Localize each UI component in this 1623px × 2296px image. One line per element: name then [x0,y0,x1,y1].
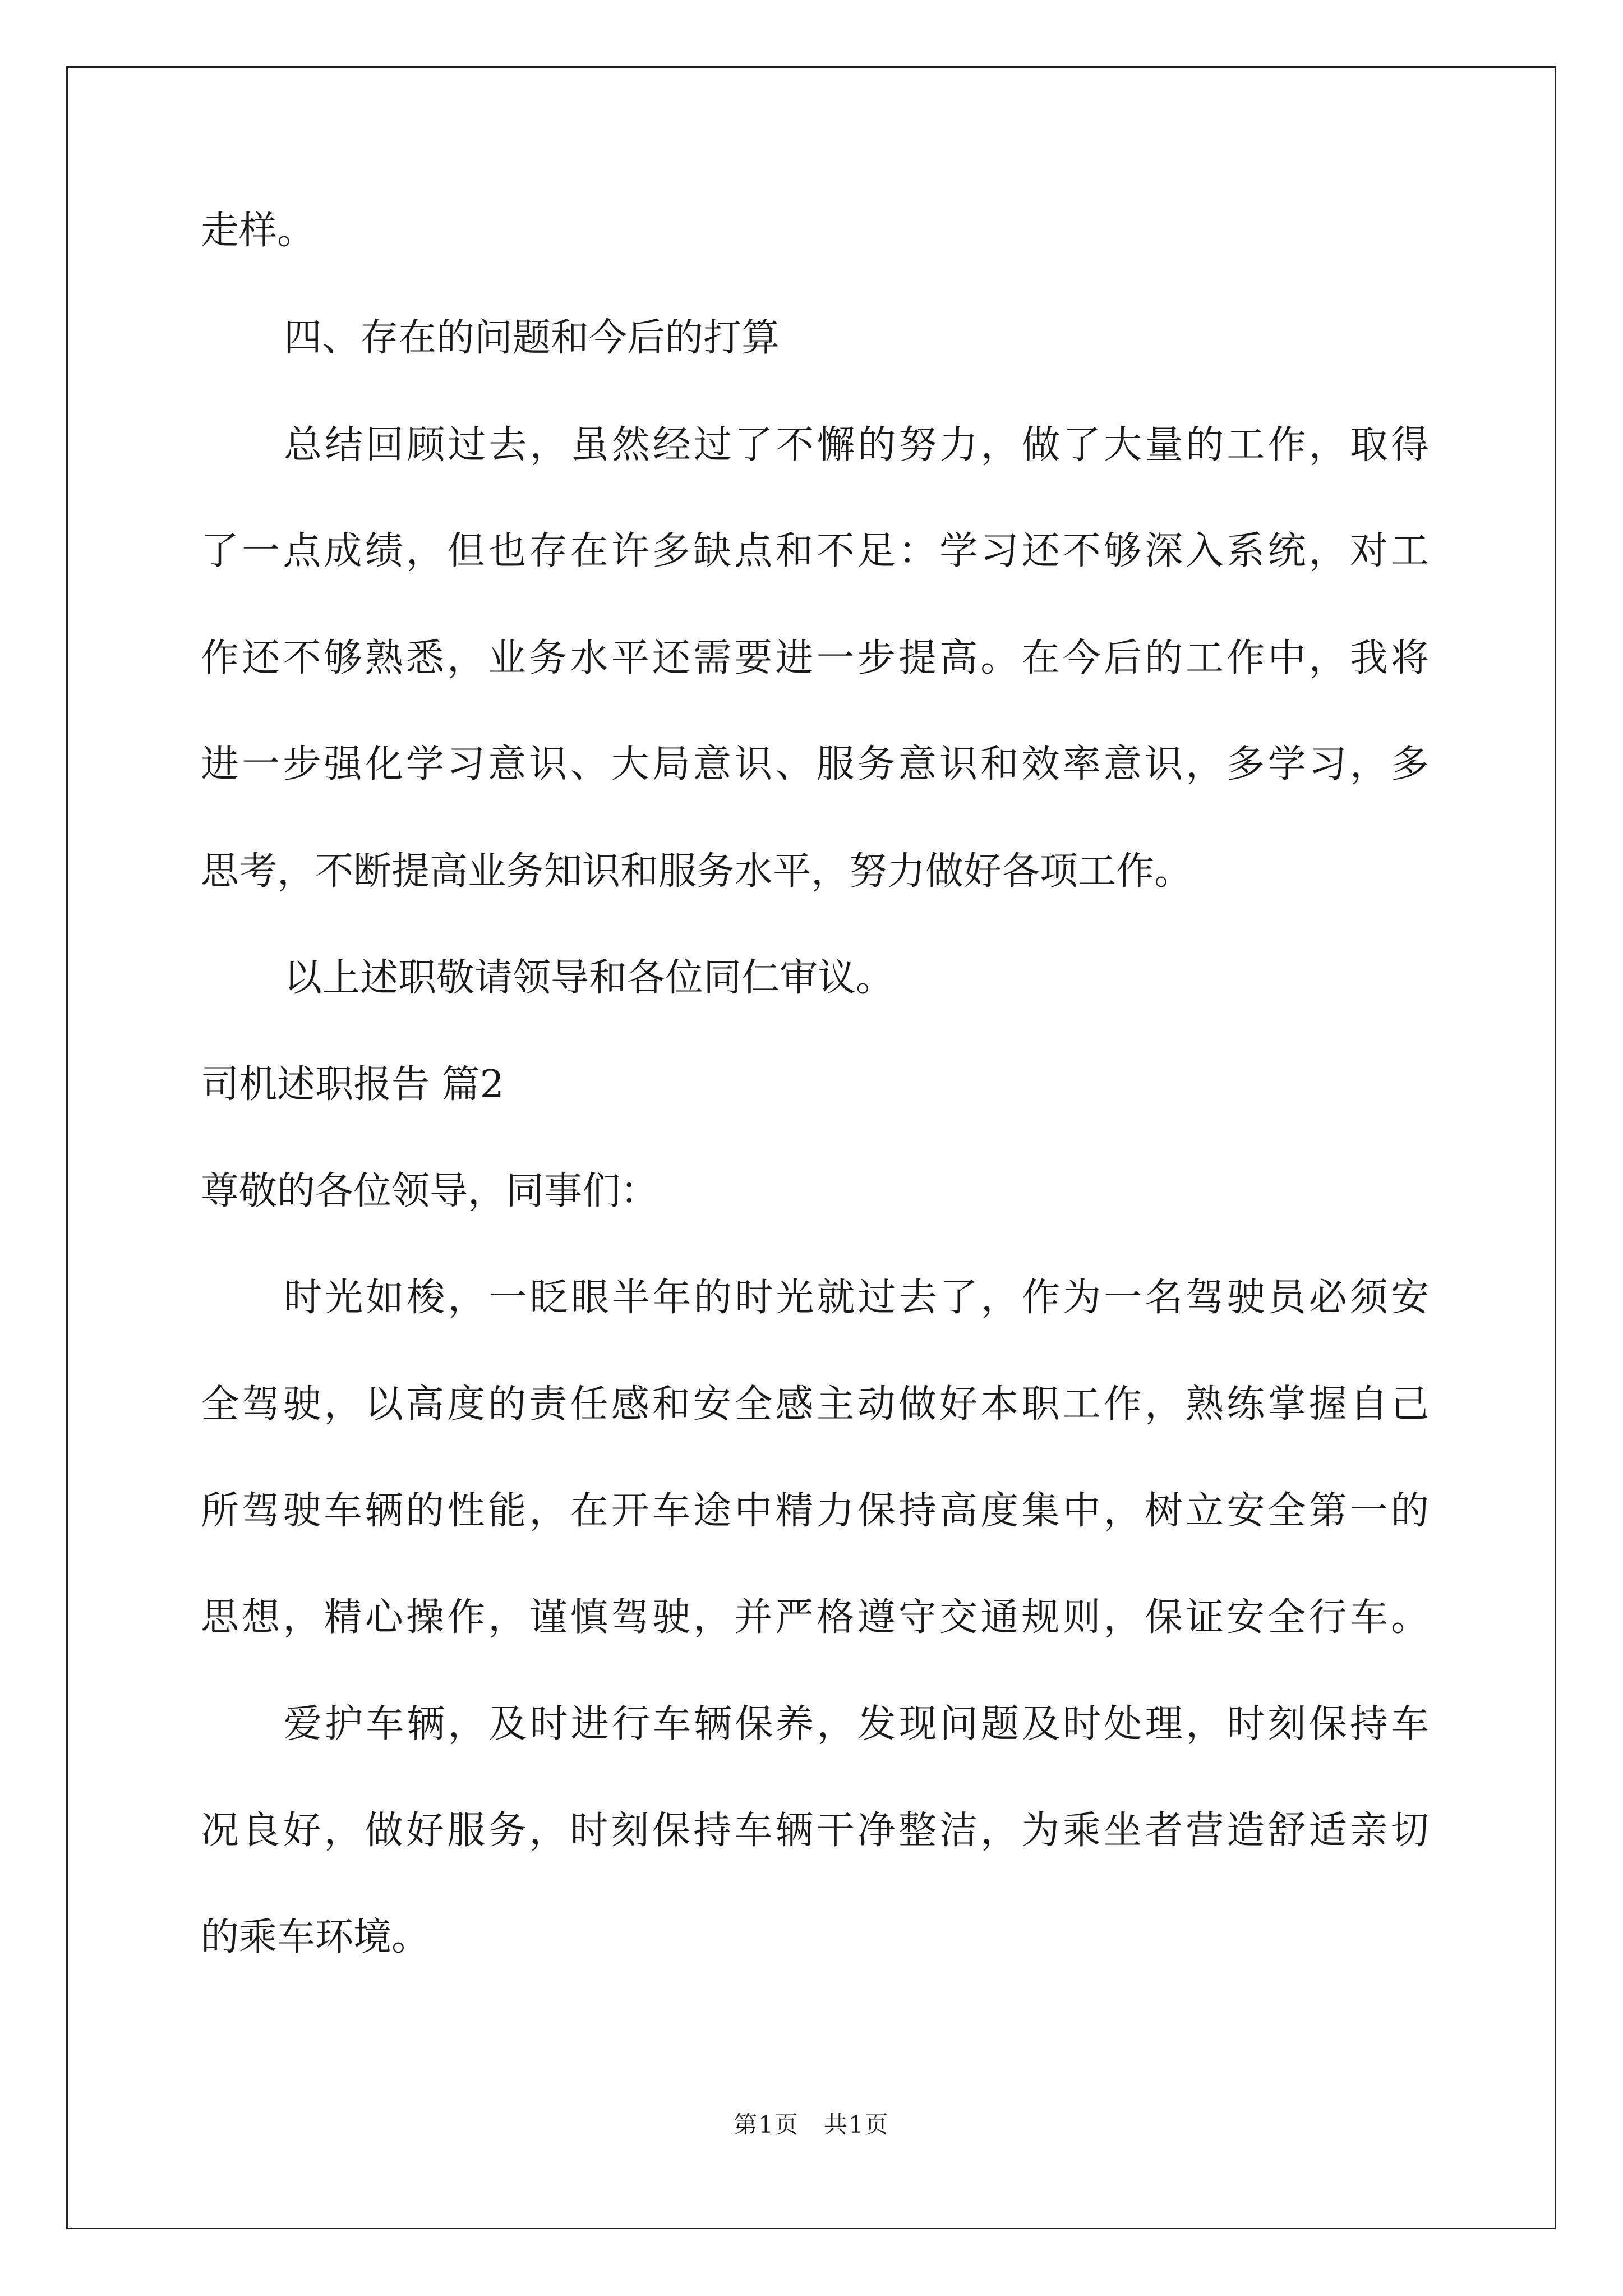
text-line: 总结回顾过去，虽然经过了不懈的努力，做了大量的工作，取得 [284,423,1429,467]
text-line: 时光如梭，一眨眼半年的时光就过去了，作为一名驾驶员必须安 [284,1276,1429,1320]
text-line: 全驾驶，以高度的责任感和安全感主动做好本职工作，熟练掌握自己 [201,1382,1429,1427]
page-footer: 第1页 共1页 [734,2111,889,2138]
text-line: 作还不够熟悉，业务水平还需要进一步提高。在今后的工作中，我将 [201,636,1429,680]
text-line: 爱护车辆，及时进行车辆保养，发现问题及时处理，时刻保持车 [284,1702,1429,1746]
section-heading: 四、存在的问题和今后的打算 [284,316,780,360]
text-line: 了一点成绩，但也存在许多缺点和不足：学习还不够深入系统，对工 [201,529,1429,573]
text-line: 所驾驶车辆的性能，在开车途中精力保持高度集中，树立安全第一的 [201,1489,1429,1533]
text-line: 以上述职敬请领导和各位同仁审议。 [284,956,895,1000]
text-line: 思考，不断提高业务知识和服务水平，努力做好各项工作。 [201,849,1193,894]
salutation: 尊敬的各位领导，同事们： [201,1169,659,1213]
text-line: 况良好，做好服务，时刻保持车辆干净整洁，为乘坐者营造舒适亲切 [201,1809,1429,1853]
article-title: 司机述职报告 篇2 [201,1062,504,1107]
page-border [66,66,1556,2229]
text-line: 的乘车环境。 [201,1915,430,1959]
text-line: 思想，精心操作，谨慎驾驶，并严格遵守交通规则，保证安全行车。 [201,1595,1429,1640]
text-line: 走样。 [201,209,316,253]
text-line: 进一步强化学习意识、大局意识、服务意识和效率意识，多学习，多 [201,742,1429,786]
